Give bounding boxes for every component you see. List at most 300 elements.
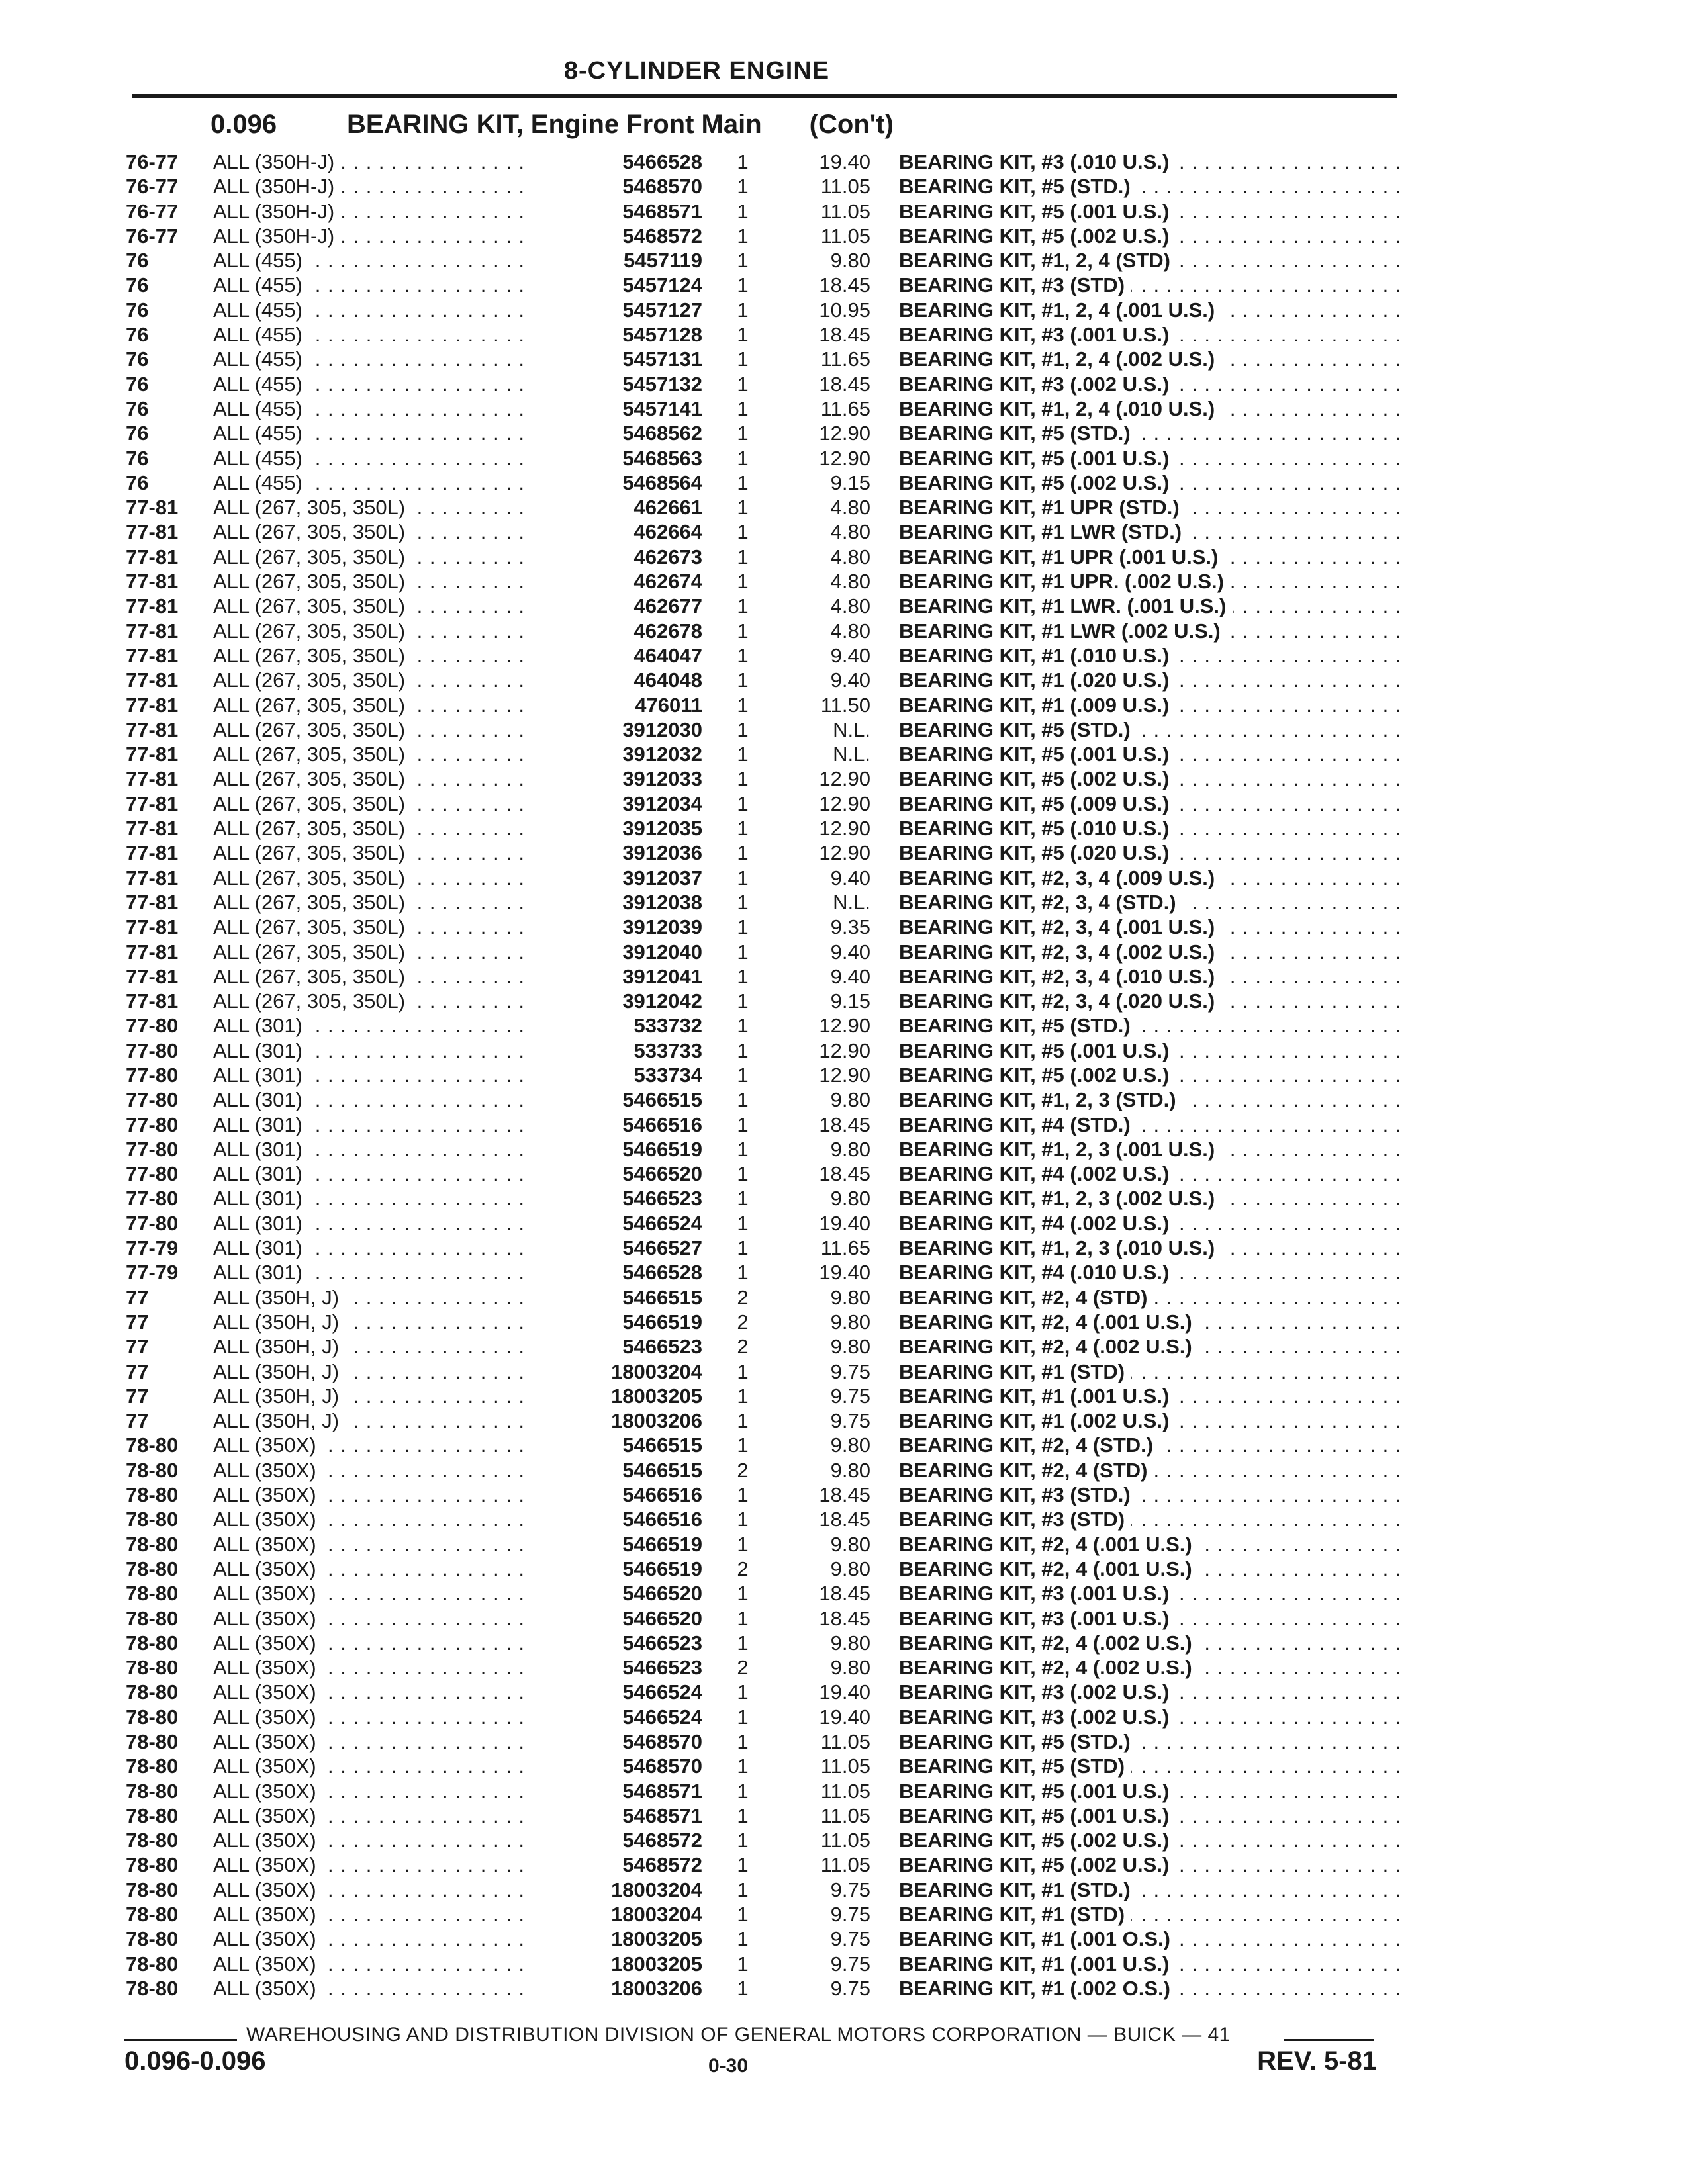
table-row [126,199,1400,224]
row-model-text: ALL (267, 305, 350L) [213,644,412,667]
row-year: 76 [126,372,149,396]
row-description-text: BEARING KIT, #1 LWR (.002 U.S.) [899,619,1227,643]
row-price: 18.45 [819,323,870,347]
row-year: 76 [126,422,149,445]
row-part-number: 5466523 [523,1655,702,1680]
table-row [126,742,1400,766]
table-row [126,446,1400,471]
row-price: N.L. [833,743,870,766]
row-price: 18.45 [819,1162,870,1186]
row-part-number: 462664 [523,520,702,544]
row-part-number: 5466519 [523,1557,702,1581]
row-description [899,1532,1400,1557]
row-model-text: ALL (267, 305, 350L) [213,619,412,643]
row-description-text: BEARING KIT, #3 (.001 U.S.) [899,323,1176,346]
row-description [899,1482,1400,1507]
row-part-number: 533734 [523,1063,702,1087]
row-quantity: 1 [737,1730,749,1753]
row-quantity: 1 [737,471,749,494]
row-description-text: BEARING KIT, #5 (STD.) [899,1014,1137,1037]
row-price: N.L. [833,717,870,741]
row-price: 11.65 [820,1236,870,1260]
table-row [126,1013,1400,1038]
table-row [126,1606,1400,1631]
row-part-number: 5457124 [523,273,702,297]
row-part-number: 18003204 [523,1878,702,1902]
row-price: 12.90 [819,817,870,841]
row-price: 9.75 [830,1878,870,1901]
row-part-number: 5468570 [523,1729,702,1754]
row-description-text: BEARING KIT, #2, 4 (STD) [899,1459,1154,1482]
row-quantity: 1 [737,175,749,199]
row-description [899,1680,1400,1704]
row-price: 11.05 [820,224,870,248]
row-model-text: ALL (350H, J) [213,1286,346,1309]
table-row [126,372,1400,396]
row-quantity: 1 [737,989,749,1013]
row-quantity: 1 [737,496,749,520]
row-description [899,347,1400,371]
row-year: 78-80 [126,1557,179,1580]
row-part-number: 5466527 [523,1236,702,1260]
row-description [899,520,1400,544]
row-model-text: ALL (455) [213,298,309,322]
row-part-number: 3912035 [523,816,702,841]
row-description [899,1137,1400,1161]
row-quantity: 1 [737,890,749,914]
row-description [899,1236,1400,1260]
table-row [126,1334,1400,1359]
table-row [126,1038,1400,1063]
row-model-text: ALL (455) [213,347,309,371]
row-model-text: ALL (455) [213,447,309,470]
row-description-text: BEARING KIT, #5 (.001 U.S.) [899,1780,1176,1803]
row-description-text: BEARING KIT, #5 (.002 U.S.) [899,1829,1176,1852]
table-row [126,1260,1400,1285]
row-price: 9.80 [830,1137,870,1161]
row-description [899,1828,1400,1852]
row-price: 11.50 [820,693,870,717]
row-quantity: 1 [737,693,749,717]
table-row [126,1236,1400,1260]
row-description-text: BEARING KIT, #5 (.002 U.S.) [899,1064,1176,1087]
row-price: 18.45 [819,372,870,396]
row-price: 12.90 [819,1038,870,1062]
row-price: 4.80 [830,619,870,643]
row-quantity: 1 [737,298,749,322]
row-model-text: ALL (301) [213,1088,309,1111]
footer-rule-right [1284,2039,1374,2041]
row-model-text: ALL (301) [213,1064,309,1087]
row-year: 76 [126,347,149,371]
table-row [126,224,1400,248]
row-description-text: BEARING KIT, #5 (.001 U.S.) [899,1804,1176,1827]
row-year: 77-80 [126,1063,179,1087]
row-description-text: BEARING KIT, #1, 2, 4 (.001 U.S.) [899,298,1221,322]
row-part-number: 5468571 [523,1803,702,1828]
row-model-text: ALL (267, 305, 350L) [213,841,412,864]
row-model-text: ALL (350X) [213,1508,323,1531]
row-model-text: ALL (455) [213,471,309,494]
row-part-number: 5468564 [523,471,702,495]
row-price: 11.05 [820,1829,870,1852]
row-quantity: 1 [737,446,749,470]
row-price: 9.40 [830,668,870,692]
row-price: 10.95 [819,298,870,322]
footer-division: WAREHOUSING AND DISTRIBUTION DIVISION OF GENERAL MOTORS CORPORATION — BUICK — 41 [246,2024,1231,2046]
table-row [126,1976,1400,2001]
page-title: 8-CYLINDER ENGINE [563,57,830,85]
table-row [126,322,1400,347]
row-quantity: 1 [737,1433,749,1457]
row-model-text: ALL (455) [213,373,309,396]
table-row [126,1310,1400,1334]
row-year: 77-80 [126,1088,179,1112]
row-description [899,396,1400,421]
row-price: 18.45 [819,1606,870,1630]
row-part-number: 5466528 [523,1260,702,1285]
row-year: 78-80 [126,1532,179,1556]
row-year: 77-81 [126,890,179,914]
row-description-text: BEARING KIT, #2, 3, 4 (.010 U.S.) [899,965,1221,988]
row-description-text: BEARING KIT, #5 (.002 U.S.) [899,224,1176,248]
row-description-text: BEARING KIT, #1 (.010 U.S.) [899,644,1176,667]
row-description-text: BEARING KIT, #5 (STD.) [899,175,1137,198]
row-price: 12.90 [819,1063,870,1087]
row-description-text: BEARING KIT, #1 (STD) [899,1360,1131,1383]
row-quantity: 1 [737,643,749,667]
row-quantity: 1 [737,1038,749,1062]
row-year: 77-81 [126,841,179,865]
table-row [126,1852,1400,1877]
table-row [126,792,1400,816]
row-model-text: ALL (350X) [213,1903,323,1926]
row-model-text: ALL (301) [213,1113,309,1136]
row-quantity: 1 [737,570,749,594]
row-quantity: 1 [737,422,749,445]
row-description [899,1705,1400,1729]
row-year: 77 [126,1384,149,1408]
row-model-text: ALL (350H-J) [213,224,341,248]
row-model-text: ALL (350X) [213,1483,323,1506]
row-price: 18.45 [819,273,870,297]
row-price: 9.15 [830,471,870,494]
row-price: 9.75 [830,1359,870,1383]
row-year: 78-80 [126,1483,179,1507]
row-description [899,1211,1400,1236]
row-description-text: BEARING KIT, #4 (.010 U.S.) [899,1261,1176,1284]
row-quantity: 1 [737,323,749,347]
row-price: 11.05 [820,1803,870,1827]
row-quantity: 1 [737,199,749,223]
row-description-text: BEARING KIT, #5 (.001 U.S.) [899,1039,1176,1062]
row-year: 77-80 [126,1187,179,1210]
footer-section-range: 0.096-0.096 [124,2046,266,2075]
row-year: 77-81 [126,594,179,618]
row-quantity: 1 [737,1409,749,1433]
row-description-text: BEARING KIT, #1, 2, 4 (STD) [899,249,1177,272]
row-description-text: BEARING KIT, #2, 4 (.001 U.S.) [899,1533,1199,1556]
row-price: 19.40 [819,1211,870,1235]
row-part-number: 5466519 [523,1137,702,1161]
table-row [126,1779,1400,1803]
row-part-number: 3912040 [523,940,702,964]
row-quantity: 1 [737,1829,749,1852]
row-quantity: 1 [737,1582,749,1606]
row-part-number: 5466524 [523,1705,702,1729]
row-model-text: ALL (350H, J) [213,1310,346,1334]
row-year: 77-81 [126,520,179,544]
row-quantity: 1 [737,1952,749,1976]
row-model-text: ALL (267, 305, 350L) [213,570,412,593]
row-part-number: 5466523 [523,1631,702,1655]
row-quantity: 1 [737,150,749,173]
section-title: BEARING KIT, Engine Front Main [347,110,762,139]
row-quantity: 1 [737,520,749,544]
row-price: 9.80 [830,1285,870,1309]
row-description [899,495,1400,520]
row-price: 9.75 [830,1409,870,1433]
row-model-text: ALL (350X) [213,1927,323,1950]
row-price: 9.80 [830,1310,870,1334]
row-description-text: BEARING KIT, #2, 3, 4 (.002 U.S.) [899,940,1221,964]
table-row [126,545,1400,569]
row-part-number: 18003204 [523,1902,702,1927]
row-quantity: 1 [737,273,749,297]
row-part-number: 5466515 [523,1433,702,1457]
row-description [899,298,1400,322]
row-price: 11.05 [820,1853,870,1877]
table-row [126,1285,1400,1310]
table-row [126,643,1400,668]
row-description [899,322,1400,347]
row-part-number: 5466520 [523,1581,702,1606]
table-row [126,396,1400,421]
row-description [899,1631,1400,1655]
row-quantity: 1 [737,1384,749,1408]
table-row [126,1507,1400,1531]
row-price: 11.05 [820,175,870,199]
table-row [126,1359,1400,1384]
row-model-text: ALL (455) [213,249,309,272]
row-price: 18.45 [819,1508,870,1531]
table-row [126,890,1400,915]
row-year: 76 [126,273,149,297]
row-quantity: 1 [737,767,749,791]
row-price: 19.40 [819,1705,870,1729]
row-quantity: 1 [737,792,749,815]
row-model-text: ALL (301) [213,1014,309,1037]
table-row [126,1186,1400,1210]
row-model-text: ALL (301) [213,1187,309,1210]
row-year: 77-81 [126,817,179,841]
row-part-number: 5457141 [523,396,702,421]
row-part-number: 5466519 [523,1532,702,1557]
row-model-text: ALL (350H, J) [213,1335,346,1358]
row-quantity: 1 [737,619,749,643]
row-description-text: BEARING KIT, #2, 4 (.001 U.S.) [899,1557,1199,1580]
row-model-text: ALL (267, 305, 350L) [213,520,412,543]
row-year: 78-80 [126,1853,179,1877]
row-quantity: 1 [737,1631,749,1655]
table-row [126,594,1400,618]
row-model-text: ALL (301) [213,1162,309,1185]
row-model-text: ALL (267, 305, 350L) [213,915,412,938]
row-quantity: 1 [737,1236,749,1260]
row-part-number: 5468572 [523,1828,702,1852]
table-row [126,1828,1400,1852]
row-quantity: 1 [737,1483,749,1507]
row-quantity: 1 [737,1137,749,1161]
row-model-text: ALL (350X) [213,1853,323,1876]
table-row [126,1113,1400,1137]
row-description [899,1038,1400,1063]
row-year: 78-80 [126,1927,179,1951]
row-model-text: ALL (301) [213,1261,309,1284]
row-year: 77-81 [126,496,179,520]
row-description-text: BEARING KIT, #1 (.002 O.S.) [899,1977,1177,2000]
row-quantity: 1 [737,1853,749,1877]
row-year: 77-80 [126,1014,179,1038]
table-row [126,964,1400,989]
row-model-text: ALL (267, 305, 350L) [213,817,412,840]
row-description [899,174,1400,199]
row-description-text: BEARING KIT, #1 (STD.) [899,1878,1137,1901]
row-part-number: 462673 [523,545,702,569]
row-quantity: 1 [737,372,749,396]
row-model-text: ALL (301) [213,1236,309,1259]
row-model-text: ALL (301) [213,1212,309,1235]
row-model-text: ALL (350X) [213,1730,323,1753]
row-part-number: 5468572 [523,1852,702,1877]
row-quantity: 1 [737,1113,749,1136]
table-row [126,915,1400,939]
row-model-text: ALL (350X) [213,1656,323,1679]
row-description [899,471,1400,495]
row-description-text: BEARING KIT, #5 (STD) [899,1754,1131,1778]
table-row [126,816,1400,841]
row-quantity: 1 [737,1927,749,1951]
row-quantity: 2 [737,1310,749,1334]
row-part-number: 5457131 [523,347,702,371]
row-part-number: 5468562 [523,421,702,445]
row-price: 9.80 [830,1532,870,1556]
table-row [126,841,1400,865]
row-part-number: 5468571 [523,199,702,224]
row-description [899,964,1400,989]
row-model-text: ALL (455) [213,397,309,420]
row-year: 77-81 [126,792,179,815]
row-description-text: BEARING KIT, #5 (STD.) [899,718,1137,741]
row-description-text: BEARING KIT, #3 (.010 U.S.) [899,150,1176,173]
row-description-text: BEARING KIT, #1 (.001 O.S.) [899,1927,1177,1950]
row-year: 78-80 [126,1705,179,1729]
row-year: 77 [126,1285,149,1309]
row-price: 12.90 [819,767,870,791]
row-price: 9.80 [830,1433,870,1457]
row-model-text: ALL (267, 305, 350L) [213,545,412,569]
row-description [899,668,1400,692]
table-row [126,1655,1400,1680]
row-part-number: 533732 [523,1013,702,1038]
row-year: 78-80 [126,1754,179,1778]
row-description-text: BEARING KIT, #2, 4 (.001 U.S.) [899,1310,1199,1334]
row-description-text: BEARING KIT, #3 (.001 U.S.) [899,1582,1176,1605]
row-part-number: 5466516 [523,1482,702,1507]
row-description [899,1878,1400,1902]
row-quantity: 1 [737,1261,749,1285]
row-price: 9.40 [830,866,870,889]
row-part-number: 5466520 [523,1161,702,1186]
row-description [899,1359,1400,1384]
row-quantity: 1 [737,1532,749,1556]
row-quantity: 2 [737,1285,749,1309]
row-model-text: ALL (350X) [213,1607,323,1630]
row-part-number: 462677 [523,594,702,618]
row-year: 76 [126,396,149,420]
table-row [126,1211,1400,1236]
row-part-number: 5466516 [523,1113,702,1137]
row-part-number: 5466523 [523,1334,702,1359]
row-model-text: ALL (350X) [213,1433,323,1457]
row-year: 78-80 [126,1458,179,1482]
row-model-text: ALL (455) [213,323,309,346]
table-row [126,1087,1400,1112]
row-model-text: ALL (350X) [213,1977,323,2000]
table-row [126,1063,1400,1087]
row-description-text: BEARING KIT, #3 (.001 U.S.) [899,1607,1176,1630]
table-row [126,569,1400,594]
row-price: 9.40 [830,643,870,667]
row-part-number: 5466523 [523,1186,702,1210]
row-year: 78-80 [126,1952,179,1976]
row-price: 18.45 [819,1483,870,1507]
row-description [899,1384,1400,1408]
row-price: 4.80 [830,594,870,618]
row-quantity: 1 [737,1680,749,1704]
table-row [126,347,1400,371]
row-year: 77-81 [126,940,179,964]
table-row [126,866,1400,890]
table-row [126,940,1400,964]
row-quantity: 1 [737,717,749,741]
row-description [899,1952,1400,1976]
row-description-text: BEARING KIT, #1 LWR (STD.) [899,520,1188,543]
row-year: 78-80 [126,1631,179,1655]
row-part-number: 18003204 [523,1359,702,1384]
row-description [899,1779,1400,1803]
row-year: 77-81 [126,717,179,741]
row-part-number: 5466520 [523,1606,702,1631]
row-description [899,1729,1400,1754]
row-part-number: 3912037 [523,866,702,890]
row-description-text: BEARING KIT, #2, 4 (.002 U.S.) [899,1631,1199,1655]
row-model-text: ALL (455) [213,422,309,445]
row-year: 77-81 [126,915,179,939]
row-description [899,1902,1400,1927]
row-price: 11.05 [820,1730,870,1753]
parts-list [126,150,1400,2001]
row-description [899,1161,1400,1186]
row-part-number: 5466516 [523,1507,702,1531]
row-price: 19.40 [819,1261,870,1285]
row-description-text: BEARING KIT, #1, 2, 3 (STD.) [899,1088,1183,1111]
row-year: 78-80 [126,1433,179,1457]
row-part-number: 5468570 [523,174,702,199]
row-model-text: ALL (267, 305, 350L) [213,940,412,964]
row-description-text: BEARING KIT, #2, 3, 4 (.001 U.S.) [899,915,1221,938]
row-description-text: BEARING KIT, #5 (.020 U.S.) [899,841,1176,864]
